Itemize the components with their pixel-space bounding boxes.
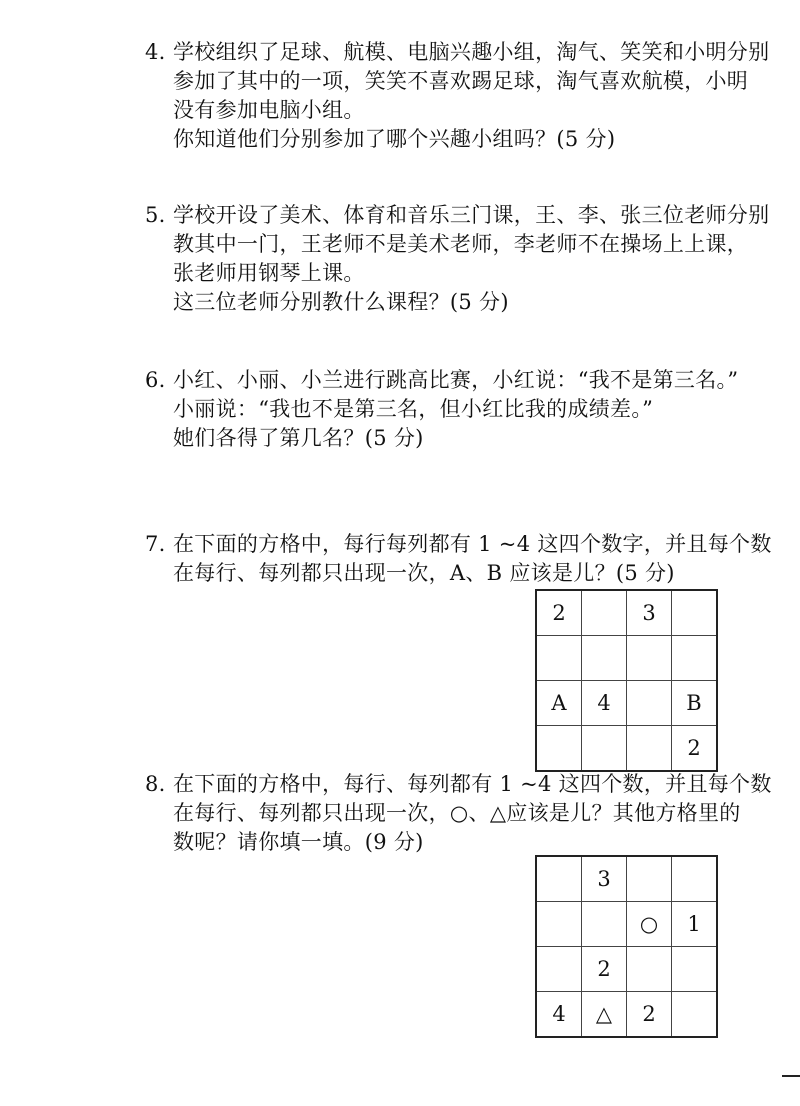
question-6: [145, 366, 785, 453]
grid-cell: B: [672, 681, 718, 726]
grid-row: [536, 856, 717, 902]
grid-cell: 4: [582, 681, 627, 726]
grid-cell: [536, 636, 582, 681]
question-line: 这三位老师分别教什么课程？(5 分): [173, 290, 509, 314]
question-line: 她们各得了第几名？(5 分): [173, 426, 424, 450]
question-line: 你知道他们分别参加了哪个兴趣小组吗？(5 分): [173, 127, 616, 151]
grid-cell: 2: [582, 947, 627, 992]
question-line: [145, 366, 785, 395]
question-line: [145, 530, 785, 559]
grid-row: [536, 947, 717, 992]
grid-row: [536, 726, 717, 772]
question-line: 在每行、每列都只出现一次，A、B 应该是儿？(5 分): [173, 561, 675, 585]
grid-cell: [582, 902, 627, 947]
question-line: 小丽说：“我也不是第三名，但小红比我的成绩差。”: [173, 397, 654, 421]
grid-cell: [536, 947, 582, 992]
question-line: [145, 201, 785, 230]
question-number: 5.: [145, 203, 166, 227]
grid-cell: 4: [536, 992, 582, 1038]
grid-cell: ○: [627, 902, 672, 947]
grid-cell: [582, 726, 627, 772]
sudoku-grid-8: [535, 855, 718, 1038]
grid-cell: △: [582, 992, 627, 1038]
question-number: 6.: [145, 368, 166, 392]
grid-cell: [627, 636, 672, 681]
grid-cell: [627, 681, 672, 726]
sudoku-grid-7: [535, 589, 718, 772]
question-text: 在下面的方格中，每行每列都有 1 ~4 这四个数字，并且每个数: [173, 532, 772, 556]
grid-cell: [672, 636, 718, 681]
grid-cell: 3: [582, 856, 627, 902]
question-line: 教其中一门，王老师不是美术老师，李老师不在操场上上课，: [173, 232, 749, 256]
grid-cell: [672, 992, 718, 1038]
question-line: 数呢？请你填一填。(9 分): [173, 830, 424, 854]
grid-cell: 2: [672, 726, 718, 772]
question-number: 4.: [145, 40, 166, 64]
question-line: 张老师用钢琴上课。: [173, 261, 365, 285]
question-number: 7.: [145, 532, 166, 556]
grid-cell: [536, 902, 582, 947]
grid-cell: 2: [536, 590, 582, 636]
question-line: 参加了其中的一项，笑笑不喜欢踢足球，淘气喜欢航模，小明: [173, 69, 749, 93]
grid-row: [536, 992, 717, 1038]
grid-row: [536, 681, 717, 726]
grid-cell: 3: [627, 590, 672, 636]
question-text: 学校组织了足球、航模、电脑兴趣小组，淘气、笑笑和小明分别: [173, 40, 770, 64]
grid-cell: [627, 947, 672, 992]
grid-cell: [536, 726, 582, 772]
question-line: [145, 38, 785, 67]
question-4: [145, 38, 785, 154]
page-edge-mark: [782, 1075, 800, 1077]
grid-cell: [672, 947, 718, 992]
grid-cell: [627, 856, 672, 902]
grid-cell: [672, 590, 718, 636]
question-line: 在每行、每列都只出现一次，○、△应该是儿？其他方格里的: [173, 801, 741, 825]
question-number: 8.: [145, 772, 166, 796]
question-line: 没有参加电脑小组。: [173, 98, 365, 122]
question-text: 学校开设了美术、体育和音乐三门课，王、李、张三位老师分别: [173, 203, 770, 227]
grid-cell: 2: [627, 992, 672, 1038]
grid-cell: [582, 636, 627, 681]
grid-row: [536, 590, 717, 636]
question-text: 在下面的方格中，每行、每列都有 1 ~4 这四个数，并且每个数: [173, 772, 772, 796]
question-8: [145, 770, 785, 857]
question-text: 小红、小丽、小兰进行跳高比赛，小红说：“我不是第三名。”: [173, 368, 739, 392]
question-5: [145, 201, 785, 317]
question-7: [145, 530, 785, 588]
grid-cell: [582, 590, 627, 636]
grid-row: [536, 636, 717, 681]
grid-cell: [627, 726, 672, 772]
grid-cell: [672, 856, 718, 902]
grid-cell: [536, 856, 582, 902]
question-line: [145, 770, 785, 799]
grid-cell: 1: [672, 902, 718, 947]
grid-row: [536, 902, 717, 947]
grid-cell: A: [536, 681, 582, 726]
